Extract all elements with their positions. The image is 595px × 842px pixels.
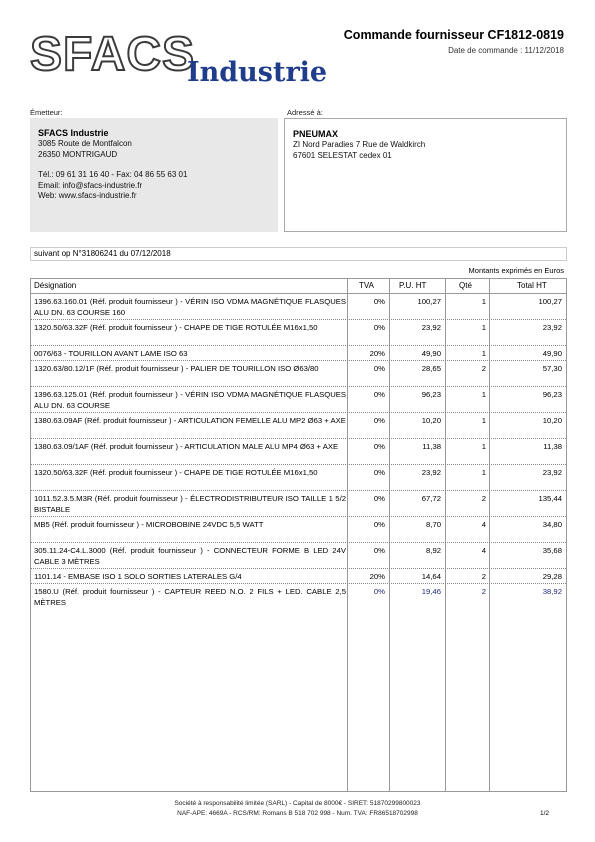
addressee-name: PNEUMAX (293, 129, 339, 139)
table-row (31, 584, 566, 609)
footer-legal-line: Société à responsabilité limitée (SARL) - Capital de 8000€ - SIRET: 51870299800023 (174, 800, 421, 807)
line-tva: 0% (373, 587, 385, 596)
table-row (31, 320, 566, 345)
line-total: 10,20 (542, 416, 562, 425)
company-logo (30, 28, 328, 90)
line-tva: 0% (373, 297, 385, 306)
line-total: 38,92 (542, 587, 562, 596)
header-unit-price: P.U. HT (399, 281, 427, 290)
line-total: 23,92 (542, 468, 562, 477)
line-unit-price: 96,23 (421, 390, 441, 399)
line-total: 23,92 (542, 323, 562, 332)
line-designation: 1396.63.160.01 (Réf. produit fournisseur ) - VÉRIN ISO VDMA MAGNÉTIQUE FLASQUES ALU DN. 63 COURSE 160 (34, 297, 346, 317)
line-designation: MB5 (Réf. produit fournisseur ) - MICROBOBINE 24VDC 5,5 WATT (34, 520, 264, 529)
line-tva: 0% (373, 364, 385, 373)
line-designation: 0076/63 - TOURILLON AVANT LAME ISO 63 (34, 349, 188, 358)
table-row (31, 413, 566, 438)
line-quantity: 2 (481, 494, 486, 503)
table-row (31, 387, 566, 412)
table-row (31, 491, 566, 516)
line-unit-price: 8,70 (426, 520, 441, 529)
line-designation: 1011.52.3.5.M3R (Réf. produit fournisseur ) - ÉLECTRODISTRIBUTEUR ISO TAILLE 1 5/2 BISTABLE (34, 494, 346, 514)
line-designation: 1320.63/80.12/1F (Réf. produit fournisseur ) - PALIER DE TOURILLON ISO Ø63/80 (34, 364, 319, 373)
line-designation: 1101.14 - EMBASE ISO 1 SOLO SORTIES LATERALES G/4 (34, 572, 242, 581)
footer-registration-line: NAF-APE: 4669A - RCS/RM: Romans B 518 702 998 - Num. TVA: FR86518702998 (177, 810, 418, 817)
currency-note: Montants exprimés en Euros (468, 266, 564, 275)
line-unit-price: 10,20 (421, 416, 441, 425)
line-quantity: 1 (481, 416, 486, 425)
line-quantity: 1 (481, 468, 486, 477)
emitter-address-line: 26350 MONTRIGAUD (38, 149, 118, 159)
table-row (31, 294, 566, 319)
line-unit-price: 49,90 (421, 349, 441, 358)
header-tva: TVA (359, 281, 374, 290)
line-designation: 1320.50/63.32F (Réf. produit fournisseur ) - CHAPE DE TIGE ROTULÉE M16x1,50 (34, 468, 318, 477)
document-title: Commande fournisseur CF1812-0819 (343, 28, 564, 42)
line-designation: 1380.63.09/1AF (Réf. produit fournisseur ) - ARTICULATION MALE ALU MP4 Ø63 + AXE (34, 442, 339, 451)
order-lines-table (30, 278, 567, 792)
table-row (31, 361, 566, 386)
line-tva: 0% (373, 390, 385, 399)
line-total: 57,30 (542, 364, 562, 373)
header-quantity: Qté (459, 281, 472, 290)
emitter-phone-fax: Tél.: 09 61 31 16 40 - Fax: 04 86 55 63 01 (38, 170, 188, 179)
table-row (31, 346, 566, 360)
line-unit-price: 11,38 (422, 442, 441, 451)
addressee-address-line: 67601 SELESTAT cedex 01 (293, 150, 392, 160)
page-number: 1/2 (539, 810, 549, 817)
line-tva: 0% (373, 468, 385, 477)
emitter-address-line: 3085 Route de Montfalcon (38, 139, 132, 148)
header-designation: Désignation (34, 281, 77, 290)
line-unit-price: 28,65 (421, 364, 441, 373)
line-tva: 0% (373, 442, 385, 451)
line-quantity: 4 (481, 520, 486, 529)
line-designation: 1396.63.125.01 (Réf. produit fournisseur ) - VÉRIN ISO VDMA MAGNÉTIQUE FLASQUES ALU DN. 63 COURSE (34, 390, 346, 410)
line-quantity: 1 (481, 323, 486, 332)
line-designation: 305.11.24-C4.L.3000 (Réf. produit fournisseur ) - CONNECTEUR FORME B LED 24V CABLE 3 MÈTRES (34, 546, 346, 566)
line-unit-price: 100,27 (417, 297, 441, 306)
order-reference: suivant op N°31806241 du 07/12/2018 (30, 247, 567, 261)
table-row (31, 439, 566, 464)
line-designation: 1320.50/63.32F (Réf. produit fournisseur ) - CHAPE DE TIGE ROTULÉE M16x1,50 (34, 323, 318, 332)
line-total: 96,23 (542, 390, 562, 399)
table-row (31, 543, 566, 568)
logo-suffix: Industrie (187, 57, 328, 88)
line-tva: 0% (373, 520, 385, 529)
line-unit-price: 14,64 (421, 572, 441, 581)
line-total: 35,68 (542, 546, 562, 555)
emitter-website: Web: www.sfacs-industrie.fr (38, 191, 137, 200)
line-total: 135,44 (538, 494, 562, 503)
addressee-label: Adressé à: (287, 108, 323, 117)
line-total: 29,28 (542, 572, 562, 581)
line-tva: 20% (369, 572, 385, 581)
line-quantity: 2 (481, 587, 486, 596)
table-row (31, 517, 566, 542)
line-quantity: 1 (481, 349, 486, 358)
line-quantity: 2 (481, 364, 486, 373)
line-quantity: 1 (481, 297, 486, 306)
emitter-email: Email: info@sfacs-industrie.fr (38, 180, 143, 190)
logo-brand: SFACS (30, 28, 196, 81)
table-row (31, 569, 566, 583)
addressee-box (284, 118, 567, 232)
line-tva: 0% (373, 416, 385, 425)
table-header (31, 279, 566, 294)
line-unit-price: 67,72 (421, 494, 441, 503)
line-quantity: 2 (481, 572, 486, 581)
line-total: 100,27 (538, 297, 562, 306)
line-unit-price: 23,92 (421, 323, 441, 332)
line-unit-price: 19,46 (421, 587, 441, 596)
line-tva: 0% (373, 323, 385, 332)
emitter-box (30, 118, 278, 232)
table-row (31, 465, 566, 490)
order-date: Date de commande : 11/12/2018 (448, 46, 564, 55)
line-tva: 0% (373, 494, 385, 503)
line-quantity: 4 (481, 546, 486, 555)
line-quantity: 1 (481, 390, 486, 399)
header-total: Total HT (517, 281, 547, 290)
line-tva: 0% (373, 546, 385, 555)
line-tva: 20% (369, 349, 385, 358)
line-total: 49,90 (542, 349, 562, 358)
line-unit-price: 8,92 (426, 546, 441, 555)
addressee-address-line: ZI Nord Paradies 7 Rue de Waldkirch (293, 140, 426, 149)
line-designation: 1380.63.09AF (Réf. produit fournisseur ) - ARTICULATION FEMELLE ALU MP2 Ø63 + AXE (34, 416, 346, 425)
line-unit-price: 23,92 (421, 468, 441, 477)
emitter-label: Émetteur: (30, 108, 63, 117)
emitter-name: SFACS Industrie (38, 128, 109, 138)
line-quantity: 1 (481, 442, 486, 451)
line-total: 34,80 (542, 520, 562, 529)
line-designation: 1580.U (Réf. produit fournisseur ) - CAPTEUR REED N.O. 2 FILS + LED. CABLE 2,5 MÈTRES (34, 587, 346, 607)
line-total: 11,38 (543, 442, 562, 451)
